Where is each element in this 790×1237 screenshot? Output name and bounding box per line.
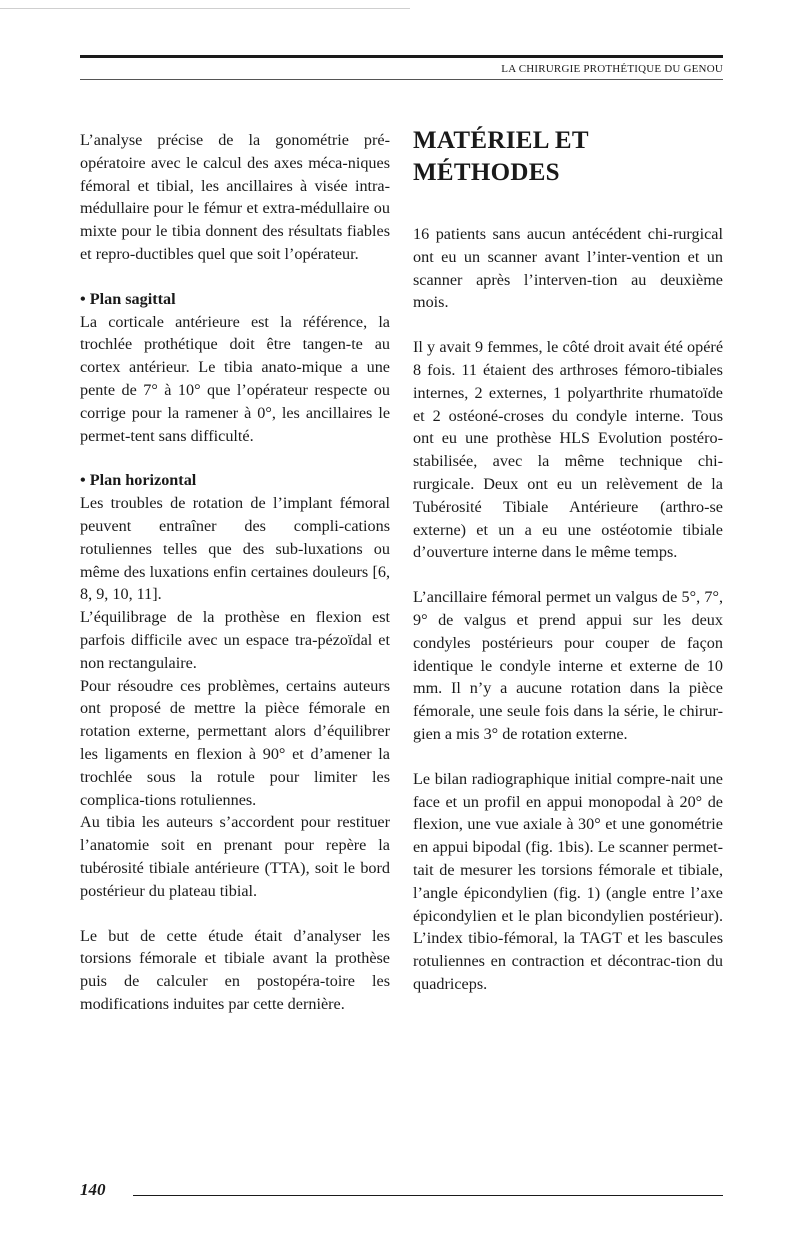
section-title-line-1: MATÉRIEL ET	[413, 127, 589, 154]
header-top-rule	[80, 55, 723, 58]
section-title	[413, 125, 723, 189]
radiography-paragraph: Le bilan radiographique initial compre-nait une face et un profil en appui monopodal à 20° de flexion, une vue axiale à 30° et une gonométrie en appui bipodal (fig. 1bis). Le scanner permet-tait de mesurer les torsions fémorale et tibiale, l’angle épicondylien (fig. 1) (angle entre l’axe épicondylien et le plan bicondylien postérieur). L’index tibio-fémoral, la TAGT et les bascules rotuliennes en contraction et décontrac-tion du quadriceps.	[413, 769, 723, 993]
section-title-line-2: MÉTHODES	[413, 159, 560, 186]
cohort-paragraph: Il y avait 9 femmes, le côté droit avait été opéré 8 fois. 11 étaient des arthroses fémoro-tibiales internes, 2 externes, 1 polyarthrite rhumatoïde et 2 ostéoné-croses du condyle interne. Tous ont eu une prothèse HLS Evolution postéro-stabilisée, avec la même technique chi-rurgicale. Deux ont eu un relèvement de la Tubérosité Tibiale Antérieure (arthro-se externe) et un a eu une ostéotomie tibiale d’ouverture interne dans le même temps.	[413, 338, 723, 562]
right-column	[413, 125, 723, 996]
plan-horizontal-paragraph-2: L’équilibrage de la prothèse en flexion est parfois difficile avec un espace tra-pézoïdal et non rectangulaire.	[80, 608, 390, 672]
running-header: LA CHIRURGIE PROTHÉTIQUE DU GENOU	[501, 63, 723, 75]
plan-horizontal-paragraph-4: Au tibia les auteurs s’accordent pour restituer l’anatomie soit en prenant pour repère la tubérosité tibiale antérieure (TTA), soit le bord postérieur du plateau tibial.	[80, 813, 390, 900]
intro-paragraph: L’analyse précise de la gonométrie pré-opératoire avec le calcul des axes méca-niques fémoral et tibial, les ancillaires à visée intra-médullaire pour le fémur et extra-médullaire ou mixte pour le tibia donnent des résultats fiables et repro-ductibles quel que soit l’opérateur.	[80, 131, 390, 263]
plan-sagittal-heading: • Plan sagittal	[80, 289, 176, 308]
scan-edge-rule	[0, 8, 410, 9]
patients-paragraph: 16 patients sans aucun antécédent chi-rurgical ont eu un scanner avant l’inter-vention et un scanner après l’interven-tion au deuxième mois.	[413, 225, 723, 312]
plan-horizontal-heading: • Plan horizontal	[80, 471, 197, 490]
plan-sagittal-paragraph: La corticale antérieure est la référence, la trochlée prothétique doit être tangen-te au cortex antérieur. Le tibia anato-mique a une pente de 7° à 10° que l’opérateur respecte ou corrige pour la ramener à 0°, les ancillaires le permet-tent sans difficulté.	[80, 312, 390, 445]
conclusion-paragraph: Le but de cette étude était d’analyser les torsions fémorale et tibiale avant la prothèse puis de calculer en postopéra-toire les modifications induites par cette dernière.	[80, 926, 390, 1013]
plan-horizontal-paragraph-1: Les troubles de rotation de l’implant fémoral peuvent entraîner des compli-cations rotuliennes telles que des sub-luxations ou même des luxations enfin certaines douleurs [6, 8, 9, 10, 11].	[80, 494, 390, 604]
page-number: 140	[80, 1180, 106, 1199]
footer-rule	[133, 1195, 723, 1196]
ancillary-paragraph: L’ancillaire fémoral permet un valgus de 5°, 7°, 9° de valgus et prend appui sur les deux condyles postérieurs pour couper de façon identique le condyle interne et externe de 10 mm. Il n’y a aucune rotation dans la pièce fémorale, une seule fois dans la série, le chirur-gien a mis 3° de rotation externe.	[413, 588, 723, 743]
header-bottom-rule	[80, 79, 723, 80]
plan-horizontal-paragraph-3: Pour résoudre ces problèmes, certains auteurs ont proposé de mettre la pièce fémorale en rotation externe, permettant alors d’équilibrer les ligaments en flexion à 90° et d’amener la trochlée sous la rotule pour limiter les complica-tions rotuliennes.	[80, 676, 390, 809]
left-column	[80, 129, 390, 1016]
